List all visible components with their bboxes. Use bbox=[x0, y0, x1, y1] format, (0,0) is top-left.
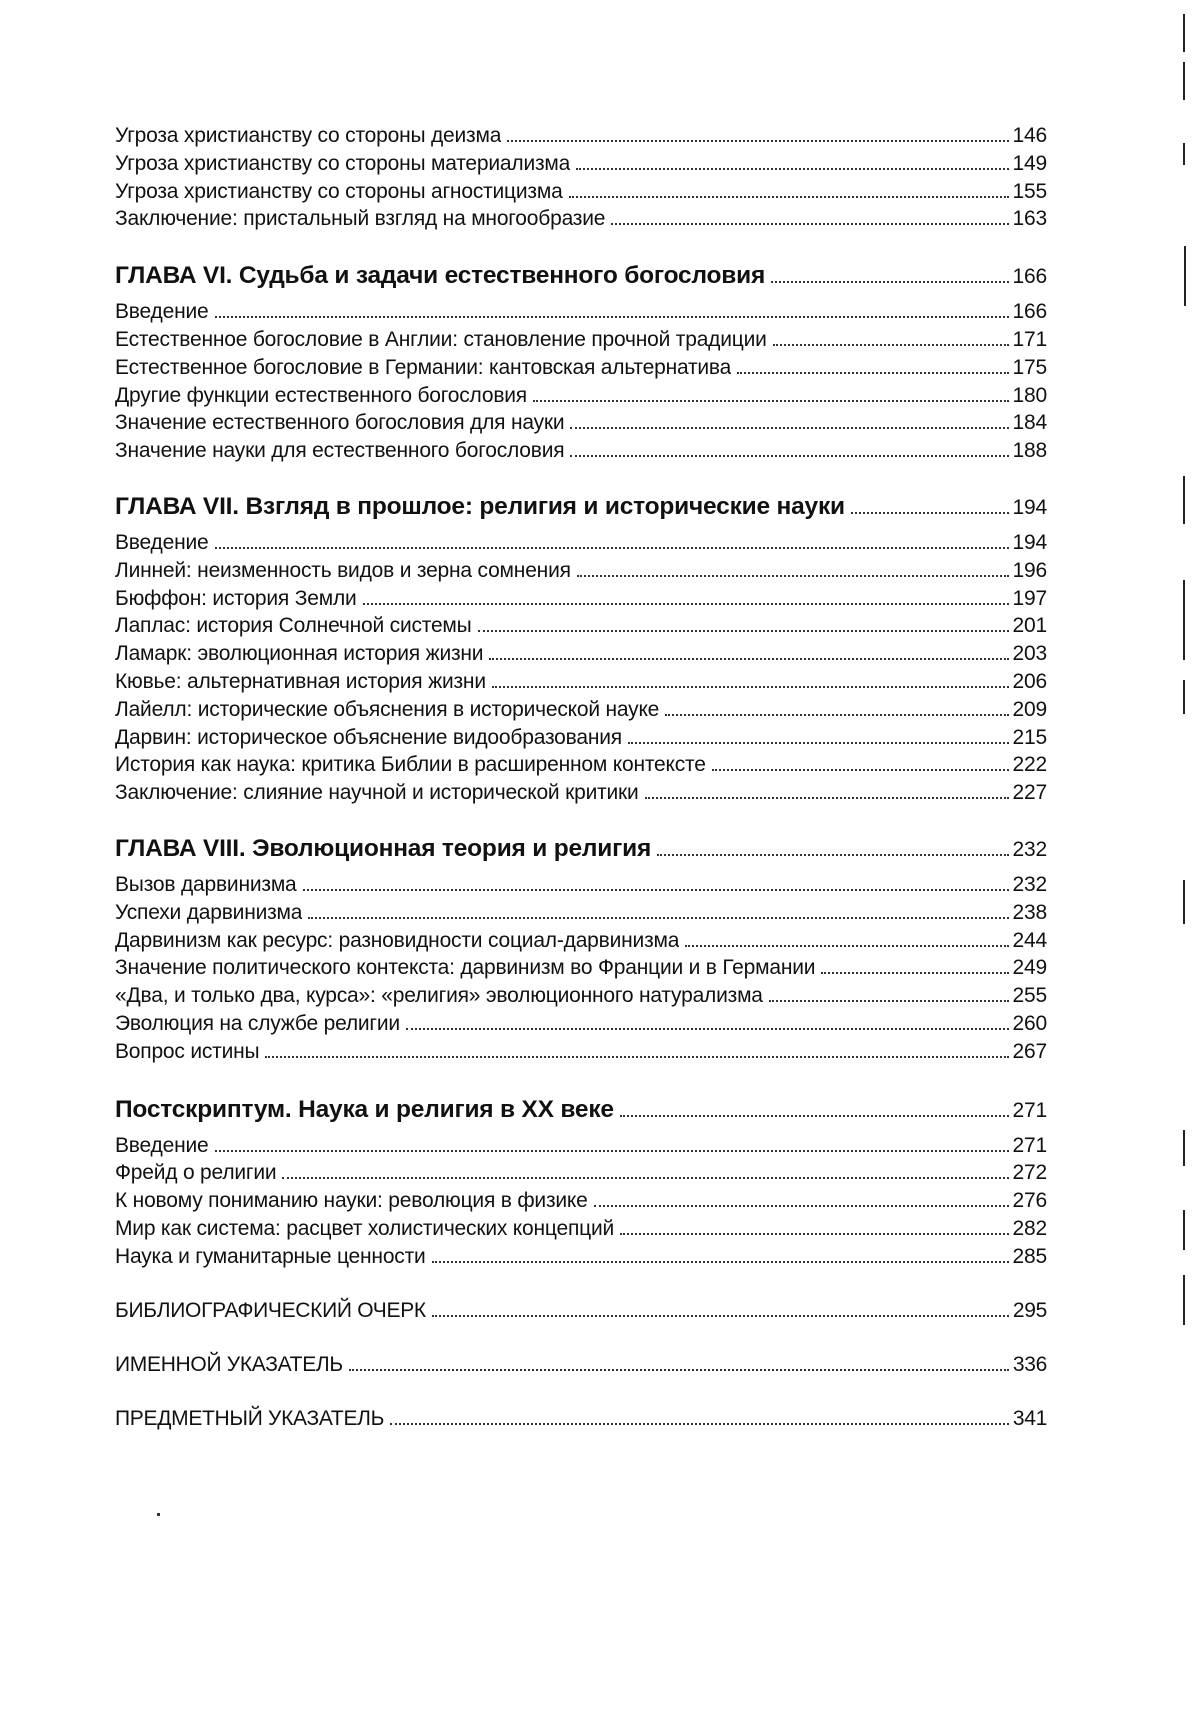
toc-entry-page: 149 bbox=[1012, 151, 1047, 175]
toc-entry-title: История как наука: критика Библии в расширенном контексте bbox=[115, 753, 706, 777]
toc-section-continued bbox=[115, 122, 1047, 233]
toc-entry bbox=[115, 298, 1047, 326]
toc-entry-title: «Два, и только два, курса»: «религия» эволюционного натурализма bbox=[115, 984, 763, 1008]
dot-leader bbox=[773, 344, 1009, 346]
appendix-page: 295 bbox=[1012, 1298, 1047, 1322]
chapter-heading bbox=[115, 260, 1047, 293]
toc-entry bbox=[115, 437, 1047, 465]
dot-leader bbox=[628, 742, 1009, 744]
toc-entry bbox=[115, 585, 1047, 613]
dot-leader bbox=[577, 575, 1009, 577]
toc-entry bbox=[115, 779, 1047, 807]
toc-entry bbox=[115, 1159, 1047, 1187]
toc-entry-title: Мир как система: расцвет холистических концепций bbox=[115, 1216, 615, 1240]
toc-entry bbox=[115, 612, 1047, 640]
toc-entry-title: Естественное богословие в Англии: становление прочной традиции bbox=[115, 327, 767, 351]
toc-entry bbox=[115, 1132, 1047, 1160]
toc-entry bbox=[115, 354, 1047, 382]
dot-leader bbox=[570, 427, 1008, 429]
toc-entry-page: 166 bbox=[1012, 300, 1047, 324]
toc-entry bbox=[115, 899, 1047, 927]
dot-leader bbox=[665, 714, 1008, 716]
toc-entry-title: Введение bbox=[115, 530, 209, 554]
toc-entry-title: Введение bbox=[115, 300, 209, 324]
toc-entry-page: 271 bbox=[1012, 1133, 1047, 1157]
toc-entry-title: К новому пониманию науки: революция в физике bbox=[115, 1189, 588, 1213]
toc-entry-page: 163 bbox=[1012, 207, 1047, 231]
toc-appendices bbox=[115, 1297, 1047, 1433]
dot-leader bbox=[821, 972, 1008, 974]
toc-entry-page: 196 bbox=[1012, 558, 1047, 582]
dot-leader bbox=[390, 1423, 1009, 1425]
toc-entry-page: 255 bbox=[1012, 984, 1047, 1008]
toc-entry-title: Эволюция на службе религии bbox=[115, 1011, 400, 1035]
toc-entry-page: 203 bbox=[1012, 642, 1047, 666]
toc-entry bbox=[115, 178, 1047, 206]
dot-leader bbox=[771, 281, 1008, 283]
toc-entry-page: 194 bbox=[1012, 530, 1047, 554]
appendix-title: БИБЛИОГРАФИЧЕСКИЙ ОЧЕРК bbox=[115, 1298, 426, 1322]
table-of-contents bbox=[115, 122, 1047, 1433]
chapter-title: Постскриптум. Наука и религия в XX веке bbox=[115, 1095, 614, 1123]
dot-leader bbox=[489, 658, 1008, 660]
toc-entry bbox=[115, 982, 1047, 1010]
toc-entry-page: 267 bbox=[1012, 1039, 1047, 1063]
appendix-entry bbox=[115, 1351, 1047, 1379]
appendix-page: 341 bbox=[1012, 1406, 1047, 1430]
toc-entry-title: Лайелл: исторические объяснения в исторической науке bbox=[115, 697, 660, 721]
toc-postscript bbox=[115, 1094, 1047, 1271]
toc-entry-page: 260 bbox=[1012, 1011, 1047, 1035]
toc-entry-page: 171 bbox=[1012, 327, 1047, 351]
toc-entry-title: Линней: неизменность видов и зерна сомнения bbox=[115, 558, 571, 582]
toc-entry-page: 244 bbox=[1012, 928, 1047, 952]
toc-entry bbox=[115, 751, 1047, 779]
toc-entry bbox=[115, 205, 1047, 233]
toc-entry-page: 232 bbox=[1012, 872, 1047, 896]
toc-entry bbox=[115, 1243, 1047, 1271]
toc-entry bbox=[115, 1010, 1047, 1038]
toc-entry-title: Дарвин: историческое объяснение видообразования bbox=[115, 725, 622, 749]
toc-entry-title: Другие функции естественного богословия bbox=[115, 383, 527, 407]
toc-entry-title: Вызов дарвинизма bbox=[115, 872, 297, 896]
toc-entry-page: 188 bbox=[1012, 439, 1047, 463]
toc-entry-page: 238 bbox=[1012, 900, 1047, 924]
toc-chapter-7 bbox=[115, 491, 1047, 807]
dot-leader bbox=[492, 686, 1009, 688]
chapter-page: 271 bbox=[1012, 1098, 1047, 1122]
toc-entry-page: 227 bbox=[1012, 781, 1047, 805]
toc-entry-page: 282 bbox=[1012, 1216, 1047, 1240]
toc-entry-title: Значение политического контекста: дарвинизм во Франции и в Германии bbox=[115, 956, 816, 980]
toc-chapter-8 bbox=[115, 833, 1047, 1066]
toc-entry-page: 206 bbox=[1012, 669, 1047, 693]
toc-entry-title: Естественное богословие в Германии: кантовская альтернатива bbox=[115, 355, 732, 379]
dot-leader bbox=[308, 917, 1008, 919]
scan-edge-mark bbox=[1183, 1275, 1185, 1325]
dot-leader bbox=[685, 945, 1008, 947]
toc-entry-page: 184 bbox=[1012, 411, 1047, 435]
dot-leader bbox=[576, 168, 1008, 170]
toc-entry-title: Угроза христианству со стороны агностицизма bbox=[115, 179, 563, 203]
toc-entry-title: Наука и гуманитарные ценности bbox=[115, 1244, 426, 1268]
toc-entry-page: 197 bbox=[1012, 586, 1047, 610]
appendix-page: 336 bbox=[1012, 1352, 1047, 1376]
dot-leader bbox=[620, 1233, 1009, 1235]
toc-entry-page: 209 bbox=[1012, 697, 1047, 721]
dot-leader bbox=[737, 372, 1008, 374]
scan-edge-mark bbox=[1183, 880, 1185, 924]
dot-leader bbox=[620, 1115, 1009, 1117]
toc-entry-title: Успехи дарвинизма bbox=[115, 900, 303, 924]
scan-edge-mark bbox=[1183, 62, 1185, 100]
toc-entry-title: Заключение: пристальный взгляд на многообразие bbox=[115, 207, 606, 231]
scan-edge-mark bbox=[1183, 476, 1185, 524]
scan-edge-mark bbox=[1183, 143, 1185, 165]
dot-leader bbox=[303, 889, 1009, 891]
chapter-title: ГЛАВА VIII. Эволюционная теория и религия bbox=[115, 834, 652, 862]
dot-leader bbox=[363, 603, 1009, 605]
toc-entry bbox=[115, 1215, 1047, 1243]
dot-leader bbox=[265, 1056, 1008, 1058]
chapter-heading bbox=[115, 491, 1047, 524]
scan-edge-mark bbox=[1184, 246, 1186, 306]
toc-entry bbox=[115, 696, 1047, 724]
dot-leader bbox=[611, 223, 1008, 225]
toc-entry bbox=[115, 326, 1047, 354]
scan-edge-mark bbox=[1183, 680, 1185, 714]
dot-leader bbox=[533, 400, 1009, 402]
chapter-title: ГЛАВА VII. Взгляд в прошлое: религия и исторические науки bbox=[115, 492, 845, 520]
toc-entry-page: 272 bbox=[1012, 1161, 1047, 1185]
toc-entry-title: Лаплас: история Солнечной системы bbox=[115, 614, 472, 638]
dot-leader bbox=[215, 316, 1009, 318]
toc-entry bbox=[115, 1038, 1047, 1066]
toc-entry bbox=[115, 409, 1047, 437]
toc-entry bbox=[115, 122, 1047, 150]
toc-entry-page: 285 bbox=[1012, 1244, 1047, 1268]
toc-entry-title: Значение естественного богословия для науки bbox=[115, 411, 565, 435]
dot-leader bbox=[507, 140, 1008, 142]
appendix-title: ИМЕННОЙ УКАЗАТЕЛЬ bbox=[115, 1352, 343, 1376]
toc-entry-page: 175 bbox=[1012, 355, 1047, 379]
toc-entry-title: Значение науки для естественного богословия bbox=[115, 439, 565, 463]
toc-entry-page: 180 bbox=[1012, 383, 1047, 407]
toc-entry-title: Кювье: альтернативная история жизни bbox=[115, 669, 486, 693]
toc-entry bbox=[115, 1187, 1047, 1215]
toc-entry-title: Введение bbox=[115, 1133, 209, 1157]
chapter-heading bbox=[115, 1094, 1047, 1127]
toc-entry-title: Фрейд о религии bbox=[115, 1161, 277, 1185]
toc-entry bbox=[115, 557, 1047, 585]
toc-entry-title: Угроза христианству со стороны деизма bbox=[115, 124, 502, 147]
dot-leader bbox=[349, 1369, 1009, 1371]
dot-leader bbox=[432, 1261, 1009, 1263]
chapter-page: 166 bbox=[1012, 265, 1047, 289]
dot-leader bbox=[570, 455, 1008, 457]
toc-chapter-6 bbox=[115, 260, 1047, 465]
chapter-page: 232 bbox=[1012, 837, 1047, 861]
appendix-entry bbox=[115, 1405, 1047, 1433]
toc-entry-page: 222 bbox=[1012, 753, 1047, 777]
toc-entry-page: 146 bbox=[1012, 124, 1047, 147]
dot-leader bbox=[215, 547, 1009, 549]
chapter-title: ГЛАВА VI. Судьба и задачи естественного богословия bbox=[115, 262, 766, 290]
toc-entry-page: 276 bbox=[1012, 1189, 1047, 1213]
toc-entry bbox=[115, 927, 1047, 955]
dot-leader bbox=[282, 1177, 1008, 1179]
toc-entry bbox=[115, 668, 1047, 696]
toc-entry-page: 155 bbox=[1012, 179, 1047, 203]
scan-speck bbox=[157, 1513, 160, 1516]
dot-leader bbox=[594, 1205, 1009, 1207]
dot-leader bbox=[645, 797, 1009, 799]
toc-entry-title: Угроза христианству со стороны материализма bbox=[115, 151, 571, 175]
dot-leader bbox=[406, 1028, 1009, 1030]
toc-entry bbox=[115, 529, 1047, 557]
toc-entry-page: 249 bbox=[1012, 956, 1047, 980]
scan-edge-mark bbox=[1183, 14, 1185, 52]
toc-entry bbox=[115, 724, 1047, 752]
toc-entry-title: Бюффон: история Земли bbox=[115, 586, 357, 610]
dot-leader bbox=[215, 1150, 1009, 1152]
appendix-title: ПРЕДМЕТНЫЙ УКАЗАТЕЛЬ bbox=[115, 1406, 385, 1430]
dot-leader bbox=[657, 854, 1008, 856]
dot-leader bbox=[478, 630, 1009, 632]
toc-entry bbox=[115, 150, 1047, 178]
toc-entry-page: 215 bbox=[1012, 725, 1047, 749]
toc-entry bbox=[115, 954, 1047, 982]
dot-leader bbox=[432, 1315, 1009, 1317]
dot-leader bbox=[851, 512, 1009, 514]
scan-edge-mark bbox=[1183, 1130, 1185, 1166]
toc-entry-title: Вопрос истины bbox=[115, 1039, 260, 1063]
toc-entry-page: 201 bbox=[1012, 614, 1047, 638]
toc-entry bbox=[115, 871, 1047, 899]
dot-leader bbox=[712, 769, 1009, 771]
appendix-entry bbox=[115, 1297, 1047, 1325]
toc-entry-title: Дарвинизм как ресурс: разновидности социал-дарвинизма bbox=[115, 928, 680, 952]
chapter-page: 194 bbox=[1012, 495, 1047, 519]
scan-edge-mark bbox=[1183, 580, 1185, 660]
toc-entry-title: Ламарк: эволюционная история жизни bbox=[115, 642, 484, 666]
toc-entry bbox=[115, 640, 1047, 668]
dot-leader bbox=[569, 196, 1009, 198]
toc-entry bbox=[115, 382, 1047, 410]
scan-edge-mark bbox=[1183, 1210, 1185, 1250]
toc-entry-title: Заключение: слияние научной и исторической критики bbox=[115, 781, 639, 805]
chapter-heading bbox=[115, 833, 1047, 866]
dot-leader bbox=[769, 1000, 1009, 1002]
